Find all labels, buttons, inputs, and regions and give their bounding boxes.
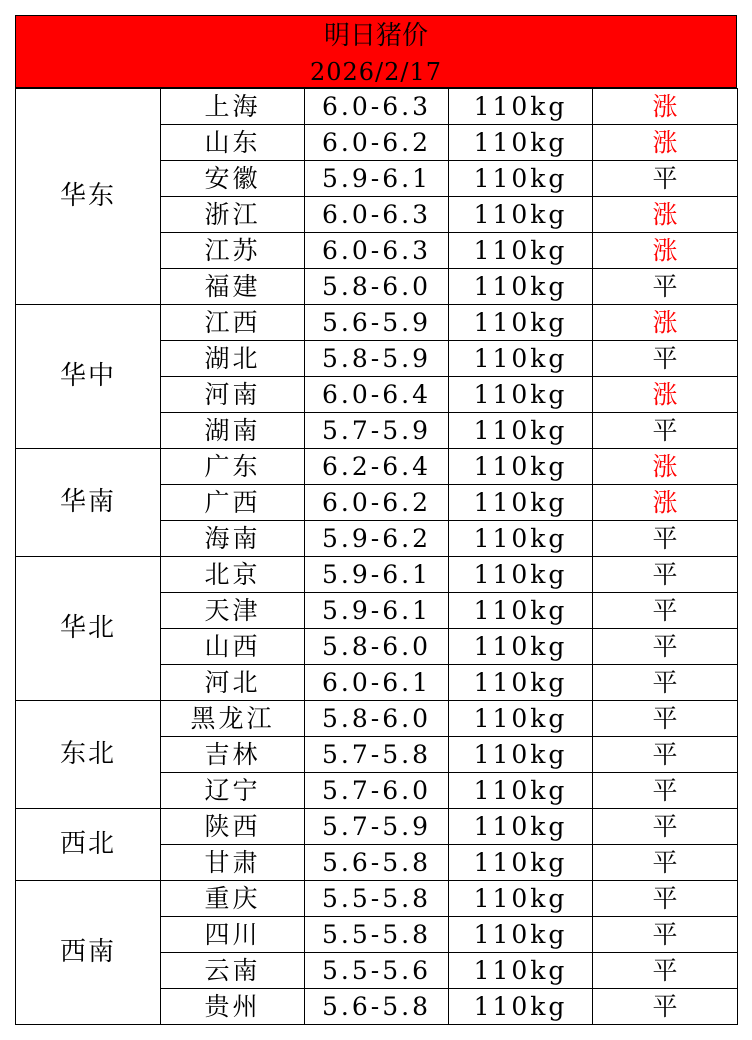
- weight-spec: 110kg: [449, 485, 593, 521]
- region-name: 华中: [16, 305, 161, 449]
- weight-spec: 110kg: [449, 233, 593, 269]
- weight-spec: 110kg: [449, 593, 593, 629]
- price-range: 5.6-5.8: [305, 845, 449, 881]
- weight-spec: 110kg: [449, 521, 593, 557]
- province-name: 上海: [161, 89, 305, 125]
- price-range: 6.2-6.4: [305, 449, 449, 485]
- trend-indicator: 平: [593, 413, 738, 449]
- trend-indicator: 平: [593, 881, 738, 917]
- price-range: 5.8-5.9: [305, 341, 449, 377]
- weight-spec: 110kg: [449, 989, 593, 1025]
- trend-indicator: 涨: [593, 89, 738, 125]
- weight-spec: 110kg: [449, 665, 593, 701]
- price-range: 5.7-5.8: [305, 737, 449, 773]
- region-name: 华北: [16, 557, 161, 701]
- weight-spec: 110kg: [449, 737, 593, 773]
- region-name: 西南: [16, 881, 161, 1025]
- weight-spec: 110kg: [449, 557, 593, 593]
- weight-spec: 110kg: [449, 773, 593, 809]
- province-name: 安徽: [161, 161, 305, 197]
- table-row: [16, 305, 738, 341]
- weight-spec: 110kg: [449, 413, 593, 449]
- weight-spec: 110kg: [449, 809, 593, 845]
- province-name: 浙江: [161, 197, 305, 233]
- province-name: 四川: [161, 917, 305, 953]
- province-name: 北京: [161, 557, 305, 593]
- weight-spec: 110kg: [449, 845, 593, 881]
- price-range: 5.9-6.2: [305, 521, 449, 557]
- trend-indicator: 平: [593, 665, 738, 701]
- province-name: 河北: [161, 665, 305, 701]
- sheet-title: 明日猪价: [323, 21, 428, 51]
- table-row: [16, 89, 738, 125]
- province-name: 福建: [161, 269, 305, 305]
- price-range: 5.9-6.1: [305, 593, 449, 629]
- price-range: 5.9-6.1: [305, 557, 449, 593]
- price-range: 5.8-6.0: [305, 269, 449, 305]
- province-name: 陕西: [161, 809, 305, 845]
- trend-indicator: 平: [593, 269, 738, 305]
- weight-spec: 110kg: [449, 881, 593, 917]
- weight-spec: 110kg: [449, 89, 593, 125]
- province-name: 江苏: [161, 233, 305, 269]
- table-row: [16, 449, 738, 485]
- trend-indicator: 平: [593, 701, 738, 737]
- weight-spec: 110kg: [449, 701, 593, 737]
- trend-indicator: 平: [593, 629, 738, 665]
- price-range: 5.8-6.0: [305, 629, 449, 665]
- trend-indicator: 涨: [593, 377, 738, 413]
- price-range: 6.0-6.3: [305, 233, 449, 269]
- price-range: 5.5-5.6: [305, 953, 449, 989]
- trend-indicator: 平: [593, 161, 738, 197]
- trend-indicator: 平: [593, 809, 738, 845]
- province-name: 辽宁: [161, 773, 305, 809]
- price-sheet: [15, 15, 737, 1023]
- trend-indicator: 平: [593, 989, 738, 1025]
- weight-spec: 110kg: [449, 449, 593, 485]
- sheet-header: [15, 15, 737, 88]
- price-table: [15, 88, 738, 1025]
- province-name: 广东: [161, 449, 305, 485]
- region-name: 华南: [16, 449, 161, 557]
- province-name: 重庆: [161, 881, 305, 917]
- province-name: 河南: [161, 377, 305, 413]
- region-name: 东北: [16, 701, 161, 809]
- trend-indicator: 平: [593, 737, 738, 773]
- province-name: 甘肃: [161, 845, 305, 881]
- table-row: [16, 557, 738, 593]
- trend-indicator: 涨: [593, 197, 738, 233]
- weight-spec: 110kg: [449, 305, 593, 341]
- table-row: [16, 809, 738, 845]
- price-range: 6.0-6.2: [305, 485, 449, 521]
- trend-indicator: 涨: [593, 125, 738, 161]
- province-name: 云南: [161, 953, 305, 989]
- trend-indicator: 平: [593, 341, 738, 377]
- province-name: 海南: [161, 521, 305, 557]
- trend-indicator: 平: [593, 845, 738, 881]
- weight-spec: 110kg: [449, 269, 593, 305]
- province-name: 天津: [161, 593, 305, 629]
- weight-spec: 110kg: [449, 161, 593, 197]
- price-table-body: [16, 89, 738, 1025]
- province-name: 湖北: [161, 341, 305, 377]
- trend-indicator: 涨: [593, 233, 738, 269]
- province-name: 山东: [161, 125, 305, 161]
- price-range: 5.6-5.9: [305, 305, 449, 341]
- price-range: 5.7-5.9: [305, 809, 449, 845]
- price-range: 6.0-6.2: [305, 125, 449, 161]
- trend-indicator: 平: [593, 557, 738, 593]
- price-range: 5.7-5.9: [305, 413, 449, 449]
- trend-indicator: 涨: [593, 449, 738, 485]
- province-name: 贵州: [161, 989, 305, 1025]
- price-range: 5.7-6.0: [305, 773, 449, 809]
- price-range: 6.0-6.1: [305, 665, 449, 701]
- weight-spec: 110kg: [449, 953, 593, 989]
- price-range: 5.9-6.1: [305, 161, 449, 197]
- trend-indicator: 平: [593, 521, 738, 557]
- weight-spec: 110kg: [449, 341, 593, 377]
- weight-spec: 110kg: [449, 197, 593, 233]
- province-name: 广西: [161, 485, 305, 521]
- trend-indicator: 平: [593, 953, 738, 989]
- province-name: 湖南: [161, 413, 305, 449]
- weight-spec: 110kg: [449, 917, 593, 953]
- table-row: [16, 881, 738, 917]
- price-range: 5.8-6.0: [305, 701, 449, 737]
- weight-spec: 110kg: [449, 377, 593, 413]
- price-range: 6.0-6.3: [305, 197, 449, 233]
- province-name: 吉林: [161, 737, 305, 773]
- sheet-date: 2026/2/17: [309, 58, 443, 86]
- price-range: 6.0-6.4: [305, 377, 449, 413]
- price-range: 5.5-5.8: [305, 917, 449, 953]
- weight-spec: 110kg: [449, 629, 593, 665]
- province-name: 山西: [161, 629, 305, 665]
- province-name: 黑龙江: [161, 701, 305, 737]
- region-name: 华东: [16, 89, 161, 305]
- trend-indicator: 平: [593, 593, 738, 629]
- price-range: 5.5-5.8: [305, 881, 449, 917]
- region-name: 西北: [16, 809, 161, 881]
- province-name: 江西: [161, 305, 305, 341]
- trend-indicator: 平: [593, 773, 738, 809]
- trend-indicator: 涨: [593, 485, 738, 521]
- trend-indicator: 涨: [593, 305, 738, 341]
- price-range: 6.0-6.3: [305, 89, 449, 125]
- weight-spec: 110kg: [449, 125, 593, 161]
- price-range: 5.6-5.8: [305, 989, 449, 1025]
- table-row: [16, 701, 738, 737]
- trend-indicator: 平: [593, 917, 738, 953]
